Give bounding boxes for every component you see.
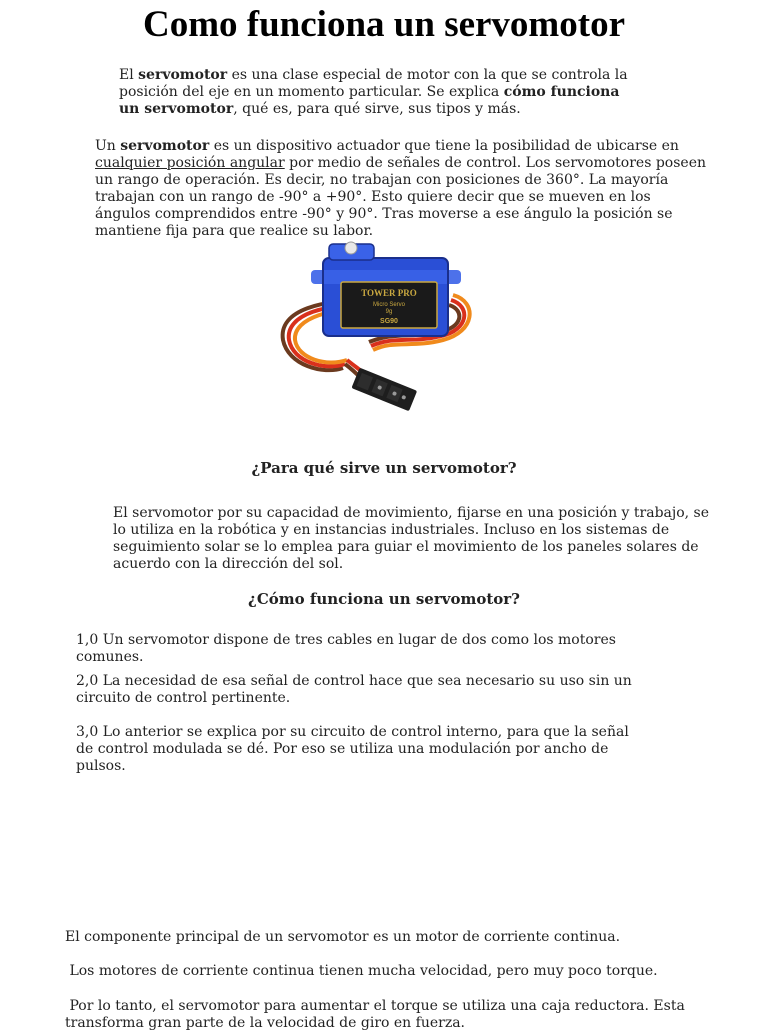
use-paragraph: El servomotor por su capacidad de movimiento, fijarse en una posición y trabajo, se lo utiliza en la robótica y en instancias industriales. Incluso en los sistemas de seguimiento solar se lo emplea para guiar el movimiento de los paneles solares de acuerdo con la dirección del sol.	[113, 505, 710, 572]
definition-text-3: por medio de señales de control. Los servomotores poseen un rango de operación. Es decir, no trabajan con posiciones de 360°. La mayoría trabajan con un rango de -90° a +90°. Esto quiere decir que se mueven en los ángulos comprendidos entre -90° y 90°. Tras moverse a ese ángulo la posición se mantiene fija para que realice su labor.	[95, 155, 706, 239]
servo-model: SG90	[380, 318, 398, 325]
list-item: 1,0 Un servomotor dispone de tres cables en lugar de dos como los motores comunes.	[76, 632, 616, 665]
intro-bold-como-funciona: cómo funciona un servomotor	[119, 84, 620, 117]
intro-paragraph	[119, 67, 639, 118]
bottom-paragraph: Por lo tanto, el servomotor para aumentar el torque se utiliza una caja reductora. Esta transforma gran parte de la velocidad de giro en fuerza.	[65, 998, 690, 1031]
bottom-paragraph: El componente principal de un servomotor es un motor de corriente continua.	[65, 929, 621, 945]
servo-image	[253, 240, 505, 422]
angular-position-link[interactable]: cualquier posición angular	[95, 155, 285, 171]
servo-connector	[351, 368, 417, 412]
definition-paragraph	[95, 138, 710, 240]
heading-como-funciona: ¿Cómo funciona un servomotor?	[248, 590, 520, 608]
servo-brand: TOWER PRO	[361, 288, 417, 298]
servo-line2: Micro Servo	[372, 302, 406, 308]
list-item: 2,0 La necesidad de esa señal de control hace que sea necesario su uso sin un circuito de control pertinente.	[76, 673, 632, 706]
definition-bold-servomotor: servomotor	[120, 138, 210, 154]
list-item: 3,0 Lo anterior se explica por su circuito de control interno, para que la señal de control modulada se dé. Por eso se utiliza una modulación por ancho de pulsos.	[76, 724, 629, 774]
intro-text-3: , qué es, para qué sirve, sus tipos y más.	[233, 101, 521, 117]
bottom-paragraph: Los motores de corriente continua tienen mucha velocidad, pero muy poco torque.	[65, 963, 658, 979]
servo-line3: 9g	[385, 309, 393, 315]
intro-bold-servomotor: servomotor	[138, 67, 228, 83]
definition-text-2: es un dispositivo actuador que tiene la posibilidad de ubicarse en	[209, 138, 679, 154]
page-title: Como funciona un servomotor	[142, 4, 625, 45]
heading-para-que-sirve: ¿Para qué sirve un servomotor?	[251, 459, 517, 477]
definition-text-1: Un	[95, 138, 121, 154]
intro-text-2: es una clase especial de motor con la que se controla la posición del eje en un momento particular. Se explica	[119, 67, 628, 100]
intro-text-1: El	[119, 67, 139, 83]
